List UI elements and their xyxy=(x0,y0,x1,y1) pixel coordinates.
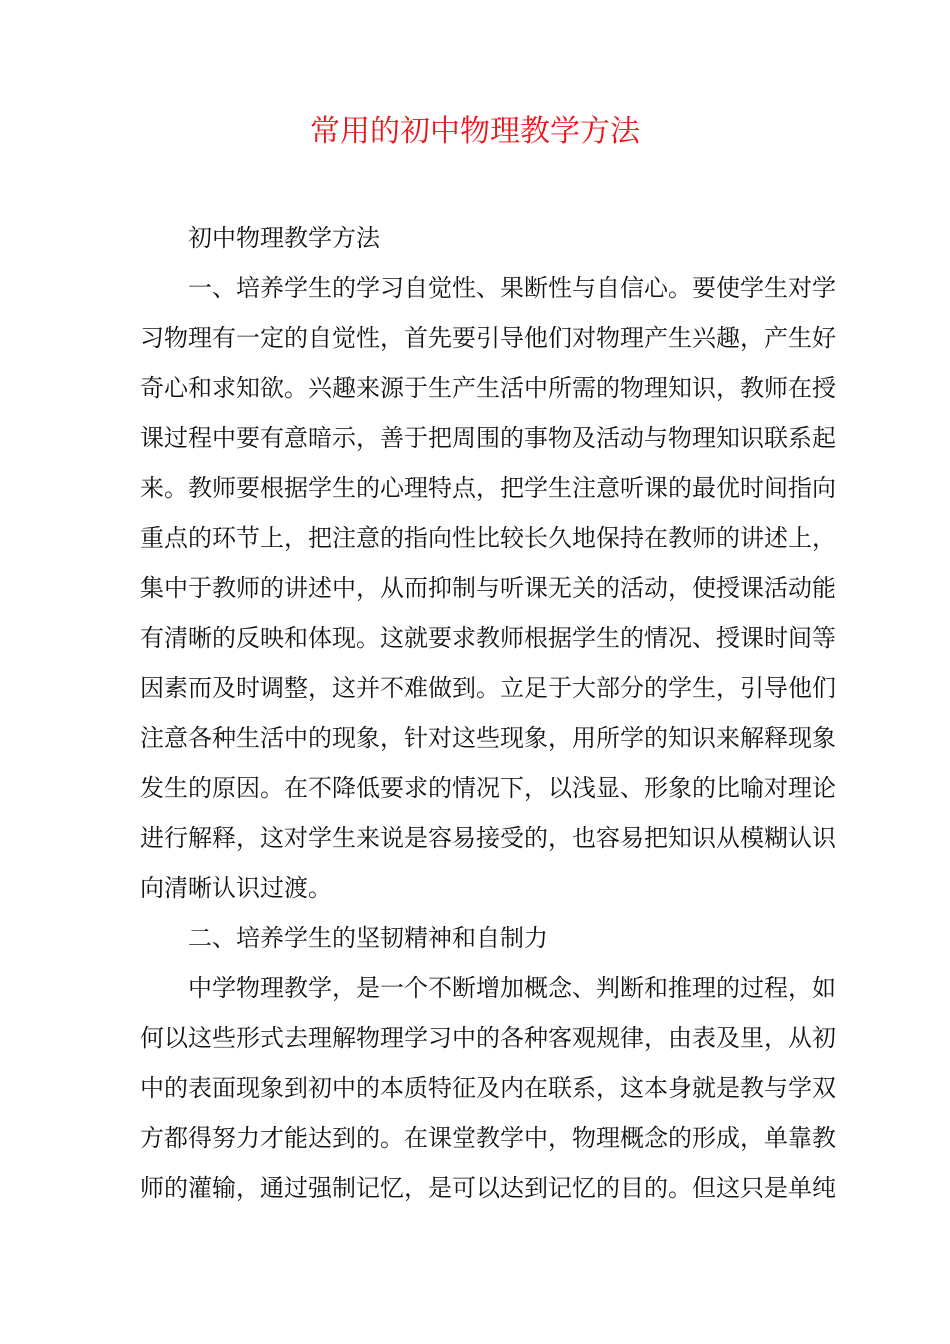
paragraph-heading xyxy=(140,213,822,263)
paragraph xyxy=(140,263,836,913)
text-line: 集中于教师的讲述中，从而抑制与听课无关的活动，使授课活动能 xyxy=(140,574,836,602)
text-line: 方都得努力才能达到的。在课堂教学中，物理概念的形成，单靠教 xyxy=(140,1124,836,1152)
paragraph-heading xyxy=(140,913,822,963)
text-line: 来。教师要根据学生的心理特点，把学生注意听课的最优时间指向 xyxy=(140,474,836,502)
text-line: 因素而及时调整，这并不难做到。立足于大部分的学生，引导他们 xyxy=(140,674,836,702)
text-line: 注意各种生活中的现象，针对这些现象，用所学的知识来解释现象 xyxy=(140,724,836,752)
text-line: 中学物理教学，是一个不断增加概念、判断和推理的过程，如 xyxy=(188,974,836,1002)
text-line: 二、培养学生的坚韧精神和自制力 xyxy=(188,924,548,952)
text-line: 习物理有一定的自觉性，首先要引导他们对物理产生兴趣，产生好 xyxy=(140,324,836,352)
text-line: 进行解释，这对学生来说是容易接受的，也容易把知识从模糊认识 xyxy=(140,824,836,852)
text-line: 师的灌输，通过强制记忆，是可以达到记忆的目的。但这只是单纯 xyxy=(140,1174,836,1202)
text-line: 一、培养学生的学习自觉性、果断性与自信心。要使学生对学 xyxy=(188,274,836,302)
text-line: 中的表面现象到初中的本质特征及内在联系，这本身就是教与学双 xyxy=(140,1074,836,1102)
text-line: 有清晰的反映和体现。这就要求教师根据学生的情况、授课时间等 xyxy=(140,624,836,652)
text-line: 向清晰认识过渡。 xyxy=(140,874,332,902)
text-line: 初中物理教学方法 xyxy=(188,224,380,252)
text-line: 何以这些形式去理解物理学习中的各种客观规律，由表及里，从初 xyxy=(140,1024,836,1052)
text-line: 重点的环节上，把注意的指向性比较长久地保持在教师的讲述上， xyxy=(140,524,836,552)
text-line: 发生的原因。在不降低要求的情况下，以浅显、形象的比喻对理论 xyxy=(140,774,836,802)
text-line: 课过程中要有意暗示，善于把周围的事物及活动与物理知识联系起 xyxy=(140,424,836,452)
document-title: 常用的初中物理教学方法 xyxy=(310,114,640,149)
text-line: 奇心和求知欲。兴趣来源于生产生活中所需的物理知识，教师在授 xyxy=(140,374,836,402)
document-body xyxy=(140,213,836,1213)
paragraph xyxy=(140,963,836,1213)
